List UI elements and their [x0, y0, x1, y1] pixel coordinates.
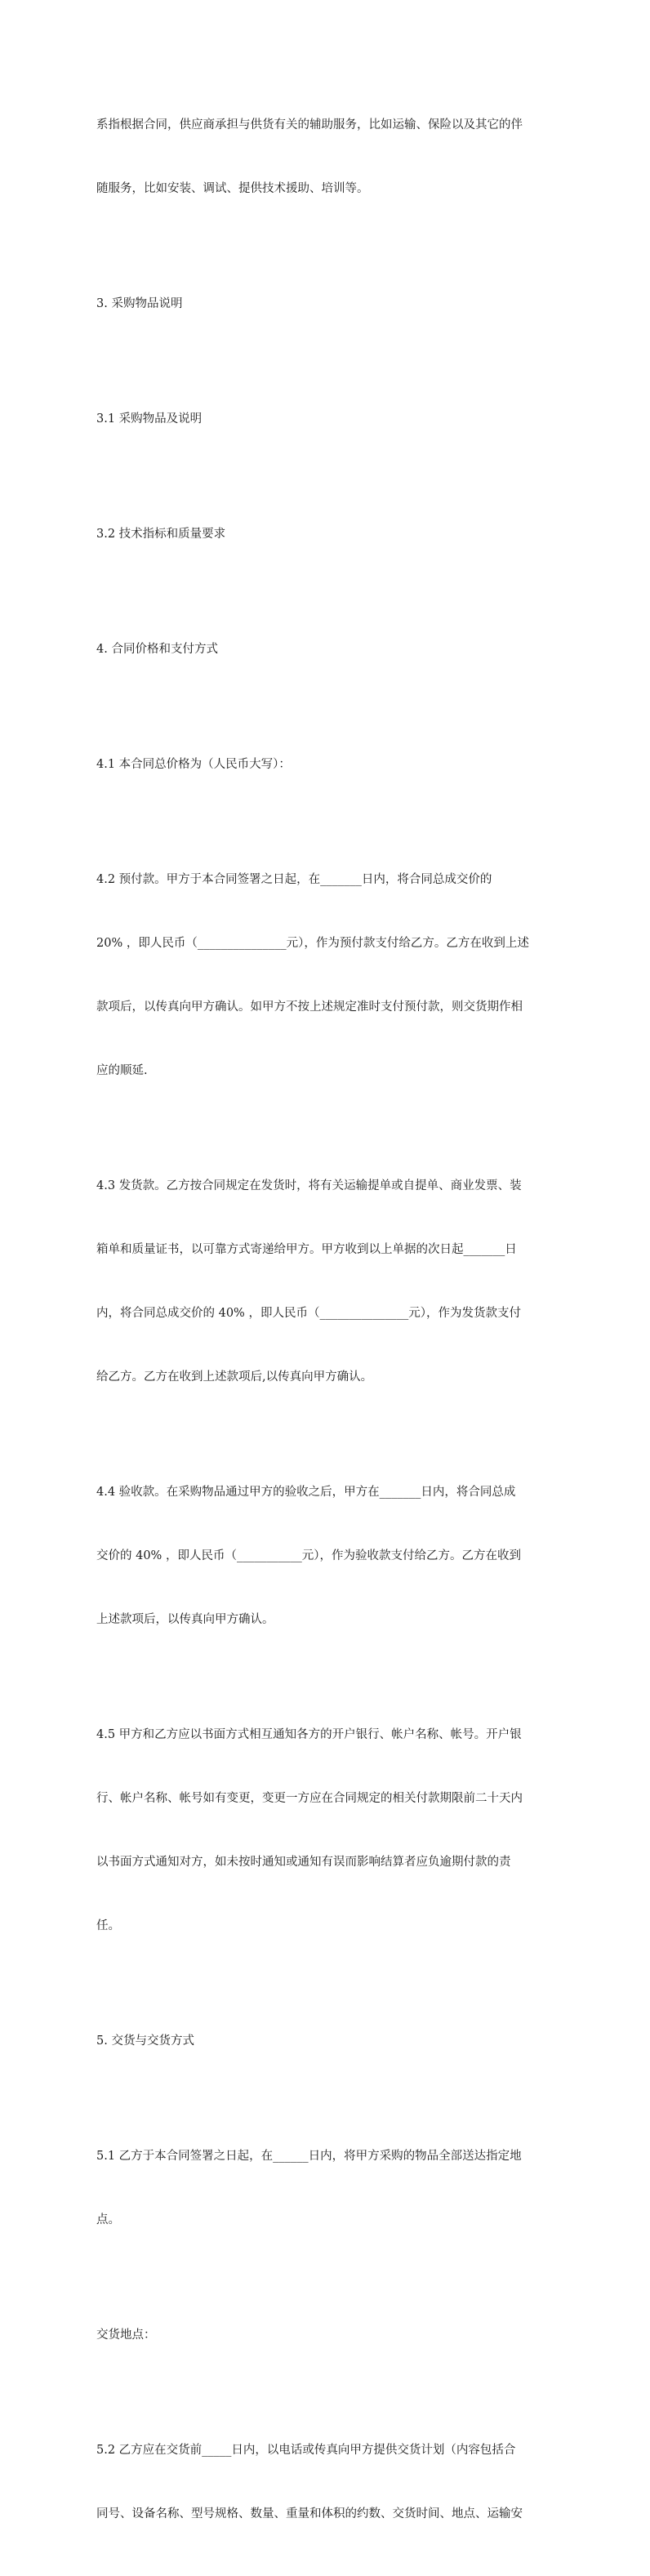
text-line: 箱单和质量证书，以可靠方式寄递给甲方。甲方收到以上单据的次日起_______日: [96, 1243, 517, 1256]
text-line: 行、帐户名称、帐号如有变更，变更一方应在合同规定的相关付款期限前二十天内: [96, 1792, 523, 1805]
paragraph-service-definition: [96, 72, 563, 242]
text-line: 4.2 预付款。甲方于本合同签署之日起，在_______日内，将合同总成交价的: [96, 873, 492, 886]
text-line: 上述款项后，以传真向甲方确认。: [96, 1613, 274, 1626]
delivery-location-label: [96, 2282, 563, 2388]
text-line: 4.1 本合同总价格为（人民币大写）：: [96, 758, 291, 771]
text-line: 内，将合同总成交价的 40% ，即人民币（_______________元），作为发货款支付: [96, 1307, 521, 1320]
clause-4-3: [96, 1133, 563, 1430]
clause-4-2: [96, 827, 563, 1124]
text-line: 4.3 发货款。乙方按合同规定在发货时，将有关运输提单或自提单、商业发票、装: [96, 1179, 522, 1192]
clause-4-1: [96, 711, 563, 818]
text-line: 以书面方式通知对方，如未按时通知或通知有误而影响结算者应负逾期付款的责: [96, 1856, 511, 1869]
text-line: 4.5 甲方和乙方应以书面方式相互通知各方的开户银行、帐户名称、帐号。开户银: [96, 1728, 522, 1741]
clause-4-4: [96, 1439, 563, 1673]
text-line: 应的顺延.: [96, 1064, 148, 1077]
text-line: 20% ，即人民币（_______________元），作为预付款支付给乙方。乙方在收到上述: [96, 937, 529, 950]
text-line: 系指根据合同，供应商承担与供货有关的辅助服务，比如运输、保险以及其它的伴: [96, 118, 523, 131]
text-line: 款项后，以传真向甲方确认。如甲方不按上述规定准时支付预付款，则交货期作相: [96, 1001, 523, 1014]
heading-text: 3.2 技术指标和质量要求: [96, 528, 226, 541]
clause-5-1: [96, 2103, 563, 2273]
text-line: 点。: [96, 2213, 120, 2226]
clause-5-2: [96, 2397, 563, 2567]
text-line: 5.2 乙方应在交货前_____日内，以电话或传真向甲方提供交货计划（内容包括合: [96, 2444, 516, 2457]
text-line: 随服务，比如安装、调试、提供技术援助、培训等。: [96, 182, 369, 195]
heading-text: 5. 交货与交货方式: [96, 2035, 194, 2048]
text-line: 交价的 40% ，即人民币（___________元），作为验收款支付给乙方。乙方在收到: [96, 1549, 521, 1562]
section-heading-5: [96, 1988, 563, 2094]
clause-4-5: [96, 1682, 563, 1979]
text-line: 4.4 验收款。在采购物品通过甲方的验收之后，甲方在_______日内，将合同总成: [96, 1486, 516, 1499]
text-line: 给乙方。乙方在收到上述款项后,以传真向甲方确认。: [96, 1370, 373, 1384]
subsection-heading-3-1: [96, 366, 563, 472]
text-line: 任。: [96, 1919, 120, 1932]
text-line: 同号、设备名称、型号规格、数量、重量和体积的约数、交货时间、地点、运输安: [96, 2507, 523, 2520]
section-heading-4: [96, 596, 563, 702]
text-line: 5.1 乙方于本合同签署之日起，在______日内，将甲方采购的物品全部送达指定地: [96, 2150, 522, 2163]
document-page: [96, 72, 563, 2576]
section-heading-3: [96, 251, 563, 357]
heading-text: 4. 合同价格和支付方式: [96, 643, 218, 656]
heading-text: 3. 采购物品说明: [96, 297, 183, 310]
text-line: 交货地点：: [96, 2329, 156, 2342]
subsection-heading-3-2: [96, 481, 563, 587]
heading-text: 3.1 采购物品及说明: [96, 412, 203, 426]
